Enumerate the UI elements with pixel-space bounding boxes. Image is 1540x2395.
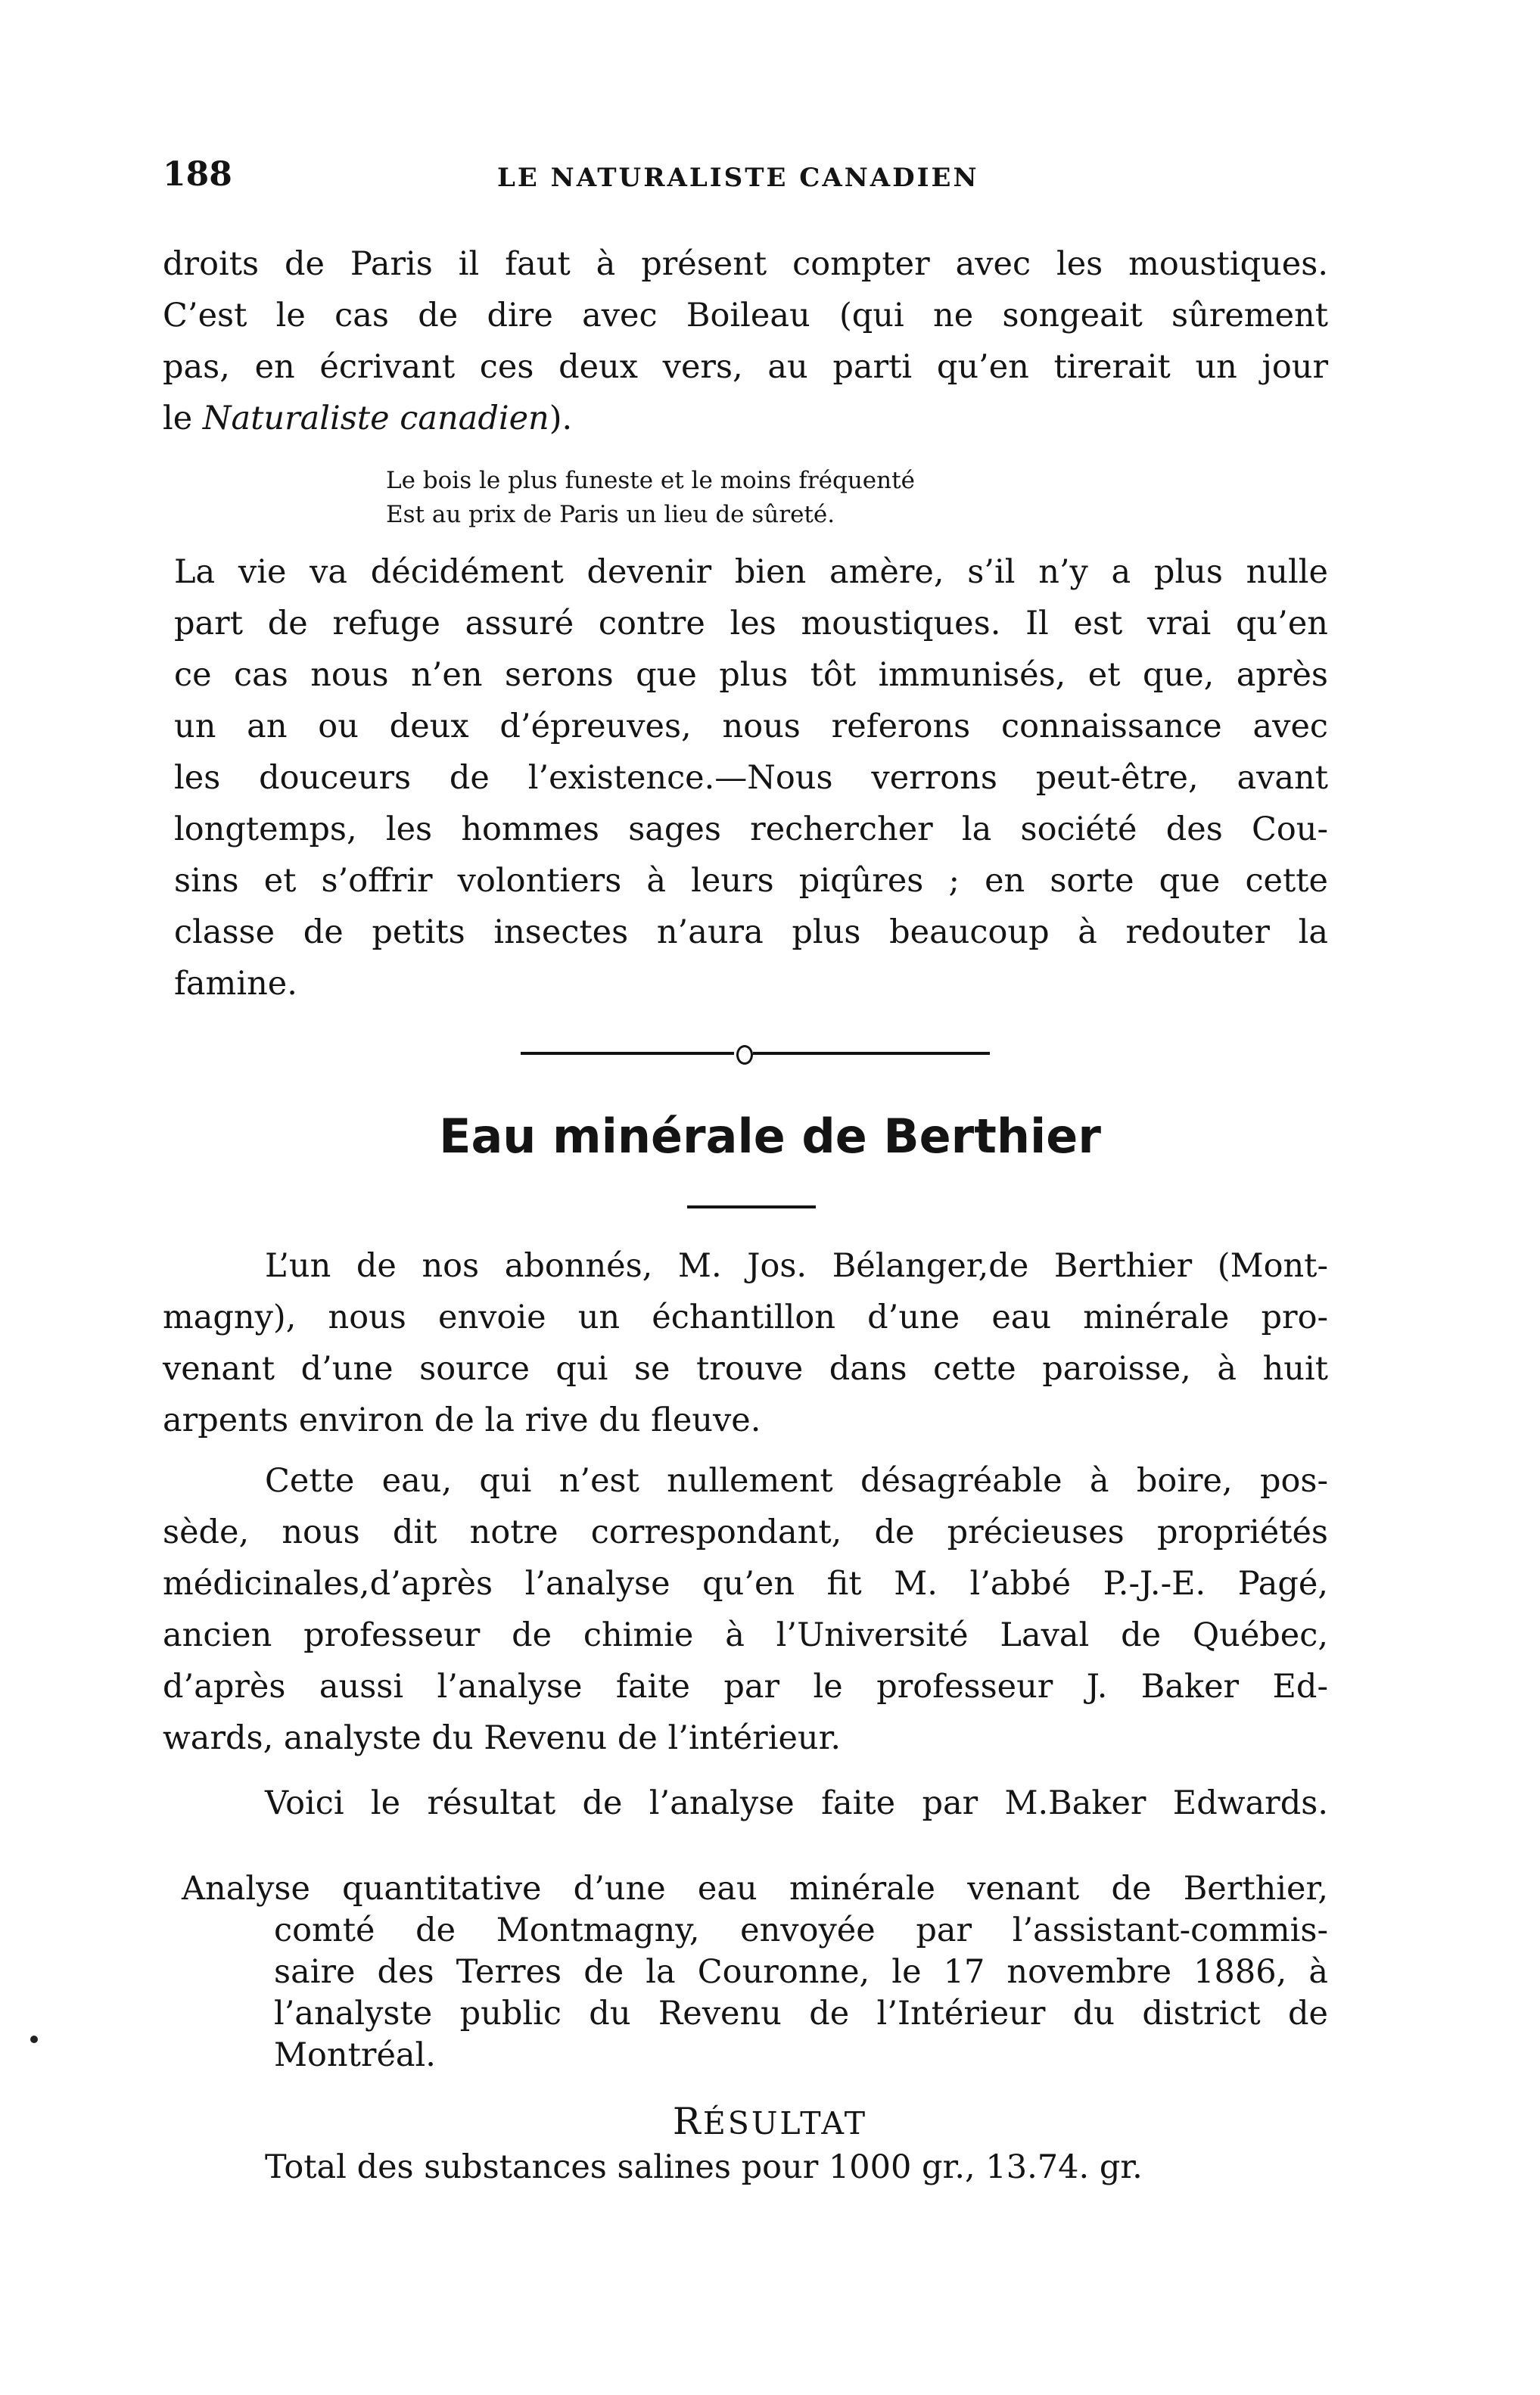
text-line: venant d’une source qui se trouve dans cette paroisse, à huit: [163, 1350, 1328, 1388]
text-line: classe de petits insectes n’aura plus beaucoup à redouter la: [174, 913, 1328, 951]
scan-speck: [30, 2036, 38, 2043]
text-line: l’analyste public du Revenu de l’Intérieur du district de: [274, 1995, 1328, 2033]
text-line: wards, analyste du Revenu de l’intérieur.: [163, 1719, 842, 1757]
text-line: [163, 400, 573, 437]
verse-line: Le bois le plus funeste et le moins fréquenté: [386, 467, 915, 494]
text-line: sède, nous dit notre correspondant, de précieuses propriétés: [163, 1513, 1328, 1551]
text-line: saire des Terres de la Couronne, le 17 novembre 1886, à: [274, 1953, 1328, 1991]
page-header: [163, 155, 1014, 208]
result-heading-rest: ÉSULTAT: [702, 2105, 868, 2142]
text-line: Cette eau, qui n’est nullement désagréable à boire, pos-: [265, 1462, 1328, 1500]
text-line: famine.: [174, 965, 297, 1003]
text-line: pas, en écrivant ces deux vers, au parti qu’en tirerait un jour: [163, 348, 1328, 386]
divider-rule: [521, 1052, 734, 1055]
text-span: ).: [549, 400, 573, 437]
text-line: Analyse quantitative d’une eau minérale venant de Berthier,: [182, 1870, 1328, 1908]
text-line: ce cas nous n’en serons que plus tôt immunisés, et que, après: [174, 656, 1328, 694]
text-line: Voici le résultat de l’analyse faite par M.Baker Edwards.: [265, 1784, 1328, 1822]
divider-rule: [753, 1052, 990, 1055]
text-line: part de refuge assuré contre les moustiques. Il est vrai qu’en: [174, 605, 1328, 642]
text-line: un an ou deux d’épreuves, nous referons connaissance avec: [174, 708, 1328, 745]
section-divider-ornament: [521, 1042, 990, 1065]
text-line: magny), nous envoie un échantillon d’une eau minérale pro-: [163, 1299, 1328, 1336]
result-total-line: Total des substances salines pour 1000 gr., 13.74. gr.: [265, 2148, 1143, 2186]
text-line: comté de Montmagny, envoyée par l’assistant-commis-: [274, 1911, 1328, 1949]
text-line: droits de Paris il faut à présent compter avec les moustiques.: [163, 245, 1328, 283]
text-line: L’un de nos abonnés, M. Jos. Bélanger,de Berthier (Mont-: [265, 1247, 1328, 1285]
text-line: médicinales,d’après l’analyse qu’en fit M. l’abbé P.-J.-E. Pagé,: [163, 1565, 1328, 1603]
text-line: Montréal.: [274, 2036, 436, 2074]
result-heading: [0, 2100, 1540, 2143]
text-line: longtemps, les hommes sages rechercher la société des Cou-: [174, 810, 1328, 848]
text-line: La vie va décidément devenir bien amère, s’il n’y a plus nulle: [174, 553, 1328, 591]
title-underline-rule: [687, 1205, 816, 1208]
text-line: les douceurs de l’existence.—Nous verrons peut-être, avant: [174, 759, 1328, 797]
text-line: d’après aussi l’analyse faite par le professeur J. Baker Ed-: [163, 1668, 1328, 1706]
running-title: LE NATURALISTE CANADIEN: [497, 163, 979, 193]
text-line: ancien professeur de chimie à l’Université Laval de Québec,: [163, 1616, 1328, 1654]
journal-name-italic: Naturaliste canadien: [202, 400, 549, 437]
result-heading-initial: R: [672, 2100, 703, 2143]
section-title: Eau minérale de Berthier: [439, 1109, 1101, 1164]
divider-ring: [736, 1045, 753, 1065]
text-line: arpents environ de la rive du fleuve.: [163, 1401, 761, 1439]
text-line: C’est le cas de dire avec Boileau (qui ne songeait sûrement: [163, 297, 1328, 334]
verse-line: Est au prix de Paris un lieu de sûreté.: [386, 501, 835, 528]
text-line: sins et s’offrir volontiers à leurs piqûres ; en sorte que cette: [174, 862, 1328, 900]
page-number: 188: [163, 155, 232, 194]
text-span: le: [163, 400, 203, 437]
